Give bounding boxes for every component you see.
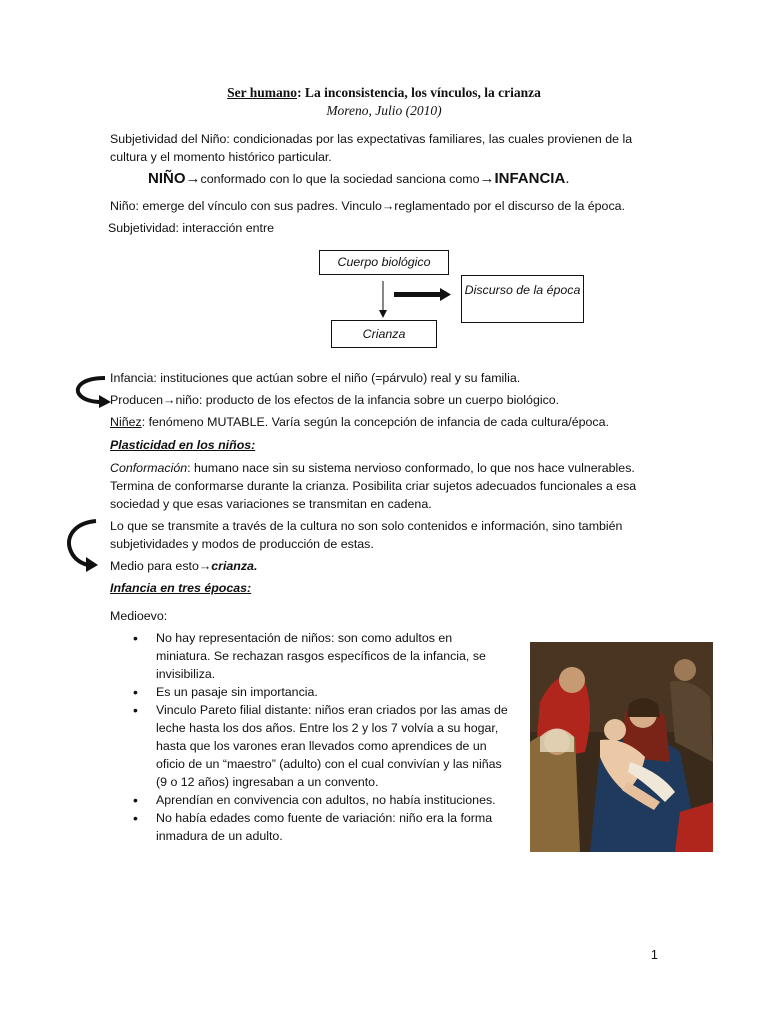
- diagram-box-discurso: Discurso de la época: [461, 275, 584, 323]
- ninez-label: Niñez: [110, 415, 142, 429]
- diagram-box-crianza: Crianza: [331, 320, 437, 348]
- conformacion-paragraph: [110, 459, 670, 513]
- holy-family-painting: [530, 642, 713, 852]
- conformacion-label: Conformación: [110, 461, 188, 475]
- crianza-word: crianza.: [211, 559, 258, 573]
- right-arrow-icon: →: [381, 199, 395, 213]
- list-item: • No hay representación de niños: son como adultos en miniatura. Se rechazan rasgos específicos de la infancia, se invisibiliza.: [110, 629, 510, 683]
- nino-emerge-text-b: reglamentado por el discurso de la época.: [394, 199, 625, 213]
- nino-emerge-text-a: Niño: emerge del vínculo con sus padres. Vinculo: [110, 199, 382, 213]
- diagram-box-cuerpo: Cuerpo biológico: [319, 250, 449, 275]
- infancia-word: INFANCIA: [494, 170, 566, 187]
- medio-text-a: Medio para esto: [110, 559, 199, 573]
- infancia-paragraph: Infancia: instituciones que actúan sobre el niño (=párvulo) real y su familia.: [110, 371, 521, 385]
- document-subtitle: Moreno, Julio (2010): [326, 103, 442, 118]
- producen-paragraph: [110, 391, 670, 409]
- producen-text-b: niño: producto de los efectos de la infancia sobre un cuerpo biológico.: [175, 393, 560, 407]
- nino-word: NIÑO: [148, 170, 186, 187]
- thick-right-arrow-icon: [394, 288, 451, 301]
- list-item: • Es un pasaje sin importancia.: [110, 683, 510, 701]
- title-underlined: Ser humano: [227, 85, 298, 100]
- plasticidad-heading: Plasticidad en los niños:: [110, 438, 256, 452]
- producen-text-a: Producen: [110, 393, 164, 407]
- curved-arrow-icon: [75, 374, 115, 410]
- right-arrow-icon: →: [163, 393, 176, 407]
- right-arrow-icon: →: [185, 170, 201, 187]
- ninez-rest: : fenómeno MUTABLE. Varía según la concepción de infancia de cada cultura/época.: [141, 415, 609, 429]
- transmite-paragraph: Lo que se transmite a través de la cultura no son solo contenidos e información, sino también subjetividades y modos de producción de estas.: [110, 519, 623, 551]
- down-arrow-icon: [379, 281, 387, 318]
- page-number: 1: [650, 947, 658, 962]
- subjetividad-interaccion-paragraph: Subjetividad: interacción entre: [108, 221, 274, 235]
- list-item: • Vinculo Pareto filial distante: niños eran criados por las amas de leche hasta los dos años. Entre los 2 y los 7 volvía a su hogar, hasta que los varones eran llevados como aprendices de un oficio de un “maestro” (adulto) con el cual convivían y las niñas (9 o 12 años) ingresaban a un convento.: [110, 701, 510, 791]
- nino-middle-text: conformado con lo que la sociedad sanciona como: [200, 172, 480, 186]
- diagram-arrows: [370, 275, 460, 320]
- medioevo-heading: Medioevo:: [110, 609, 168, 623]
- nino-emerge-paragraph: [110, 197, 670, 215]
- title-rest: : La inconsistencia, los vínculos, la crianza: [297, 85, 541, 100]
- tres-epocas-heading: Infancia en tres épocas:: [110, 581, 252, 595]
- medio-paragraph: [110, 557, 670, 575]
- nino-infancia-line: NIÑO→conformado con lo que la sociedad sanciona como→INFANCIA.: [148, 170, 570, 187]
- ninez-paragraph: [110, 413, 670, 431]
- subjetividad-nino-paragraph: Subjetividad del Niño: condicionadas por las expectativas familiares, las cuales provienen de la cultura y el momento histórico particular.: [110, 132, 633, 164]
- curved-arrow-icon: [64, 517, 104, 573]
- medioevo-list: [110, 629, 510, 845]
- list-item: • No había edades como fuente de variación: niño era la forma inmadura de un adulto.: [110, 809, 510, 845]
- list-item: • Aprendían en convivencia con adultos, no había instituciones.: [110, 791, 510, 809]
- right-arrow-icon: →: [198, 559, 212, 573]
- document-title: [0, 85, 768, 101]
- conformacion-rest: : humano nace sin su sistema nervioso conformado, lo que nos hace vulnerables. Termina de conformarse durante la crianza. Posibilita criar sujetos adecuados funcionales a esa sociedad y que esas variaciones se transmitan en cadena.: [110, 461, 637, 511]
- right-arrow-icon: →: [479, 170, 495, 187]
